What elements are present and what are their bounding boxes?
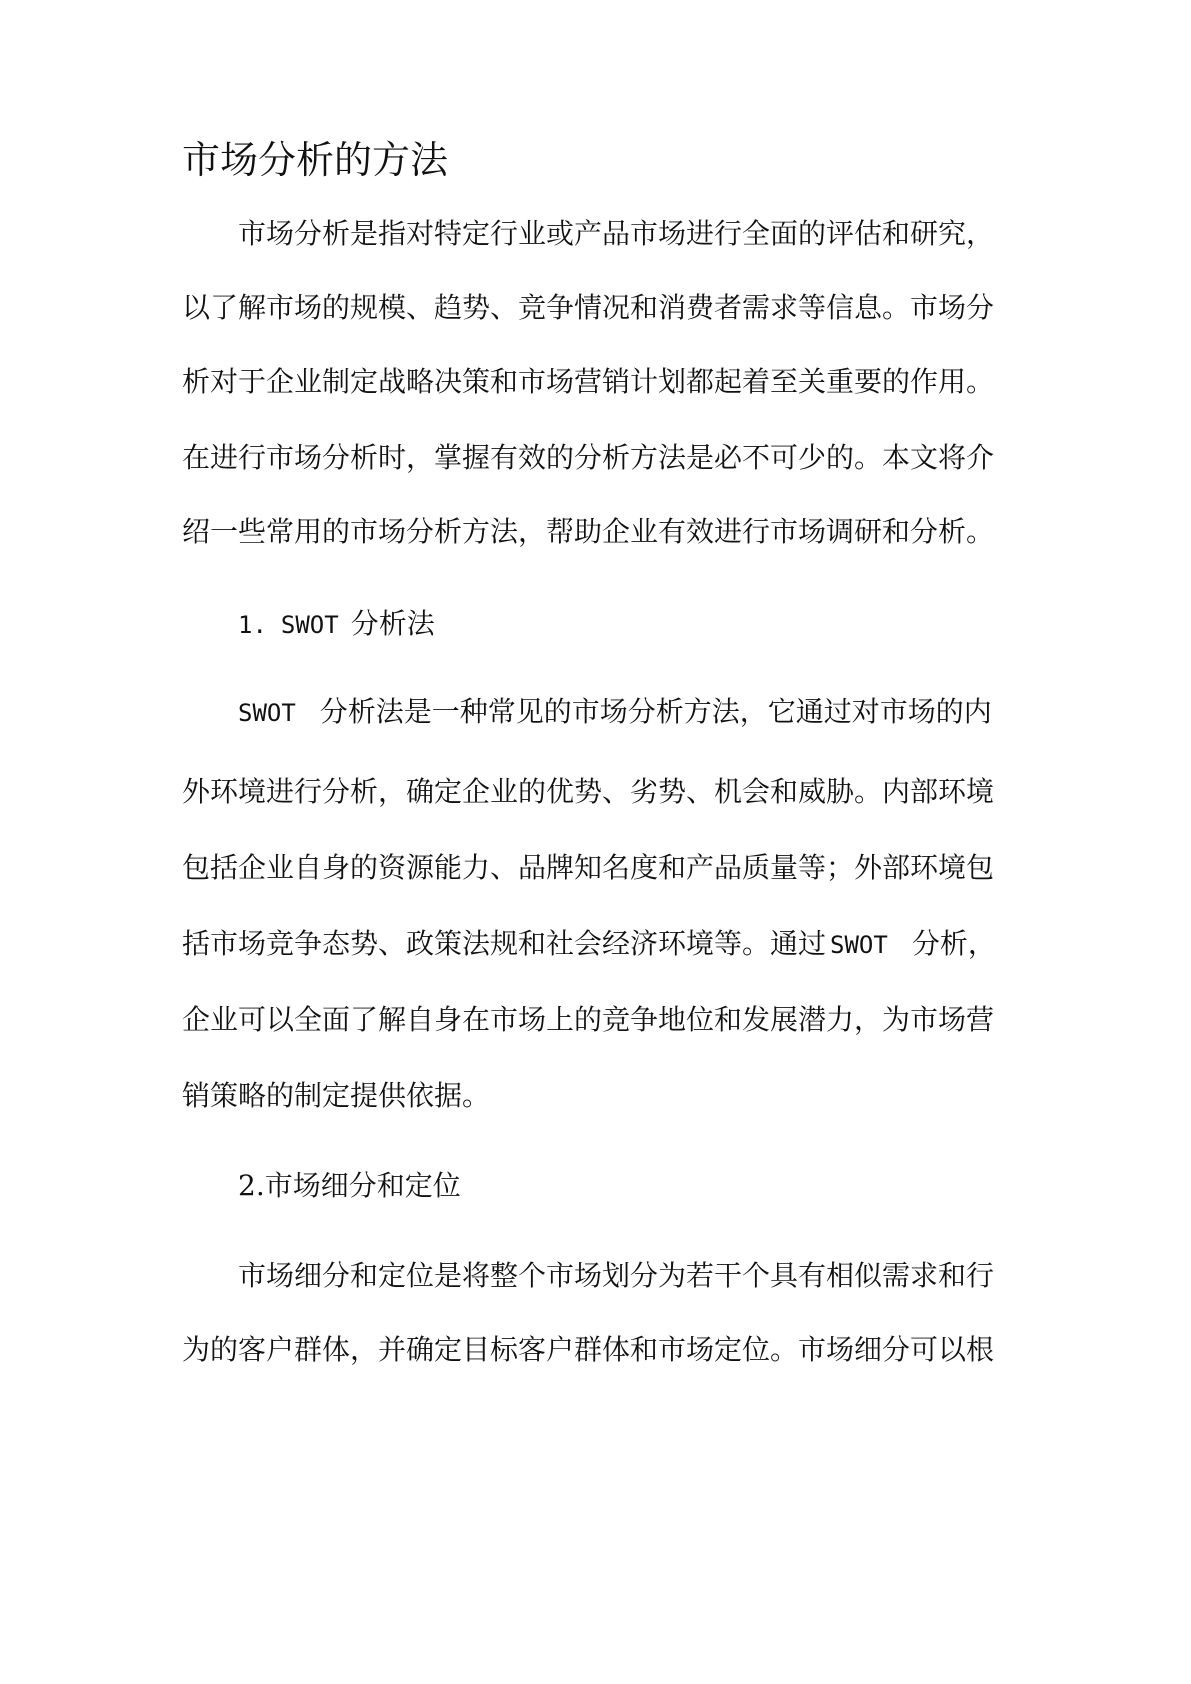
section-term: SWOT	[280, 611, 339, 639]
paragraph-line: 销策略的制定提供依据。	[182, 1079, 491, 1112]
term-swot: SWOT	[238, 699, 296, 727]
intro-line: 析对于企业制定战略决策和市场营销计划都起着至关重要的作用。	[182, 365, 995, 398]
paragraph-line	[238, 692, 992, 733]
term-swot: SWOT	[830, 931, 888, 959]
intro-line: 在进行市场分析时，掌握有效的分析方法是必不可少的。本文将介	[182, 441, 995, 474]
section-heading-text: 分析法	[350, 607, 435, 640]
section-heading	[238, 604, 435, 645]
section-heading: 2.市场细分和定位	[238, 1169, 461, 1202]
paragraph-text: 分析，	[911, 927, 996, 960]
intro-line: 绍一些常用的市场分析方法，帮助企业有效进行市场调研和分析。	[182, 515, 995, 548]
intro-line: 以了解市场的规模、趋势、竞争情况和消费者需求等信息。市场分	[182, 291, 995, 324]
section-number: 1.	[238, 611, 267, 639]
intro-line: 市场分析是指对特定行业或产品市场进行全面的评估和研究，	[238, 217, 995, 250]
paragraph-text: 括市场竞争态势、政策法规和社会经济环境等。通过	[182, 927, 827, 960]
paragraph-line: 企业可以全面了解自身在市场上的竞争地位和发展潜力，为市场营	[182, 1003, 995, 1036]
document-title: 市场分析的方法	[182, 138, 449, 182]
paragraph-line: 为的客户群体，并确定目标客户群体和市场定位。市场细分可以根	[182, 1333, 995, 1366]
paragraph-line: 市场细分和定位是将整个市场划分为若干个具有相似需求和行	[238, 1259, 995, 1292]
paragraph-line: 包括企业自身的资源能力、品牌知名度和产品质量等；外部环境包	[182, 851, 995, 884]
paragraph-text: 分析法是一种常见的市场分析方法，它通过对市场的内	[319, 695, 992, 728]
paragraph-line	[182, 924, 996, 965]
paragraph-line: 外环境进行分析，确定企业的优势、劣势、机会和威胁。内部环境	[182, 775, 995, 808]
